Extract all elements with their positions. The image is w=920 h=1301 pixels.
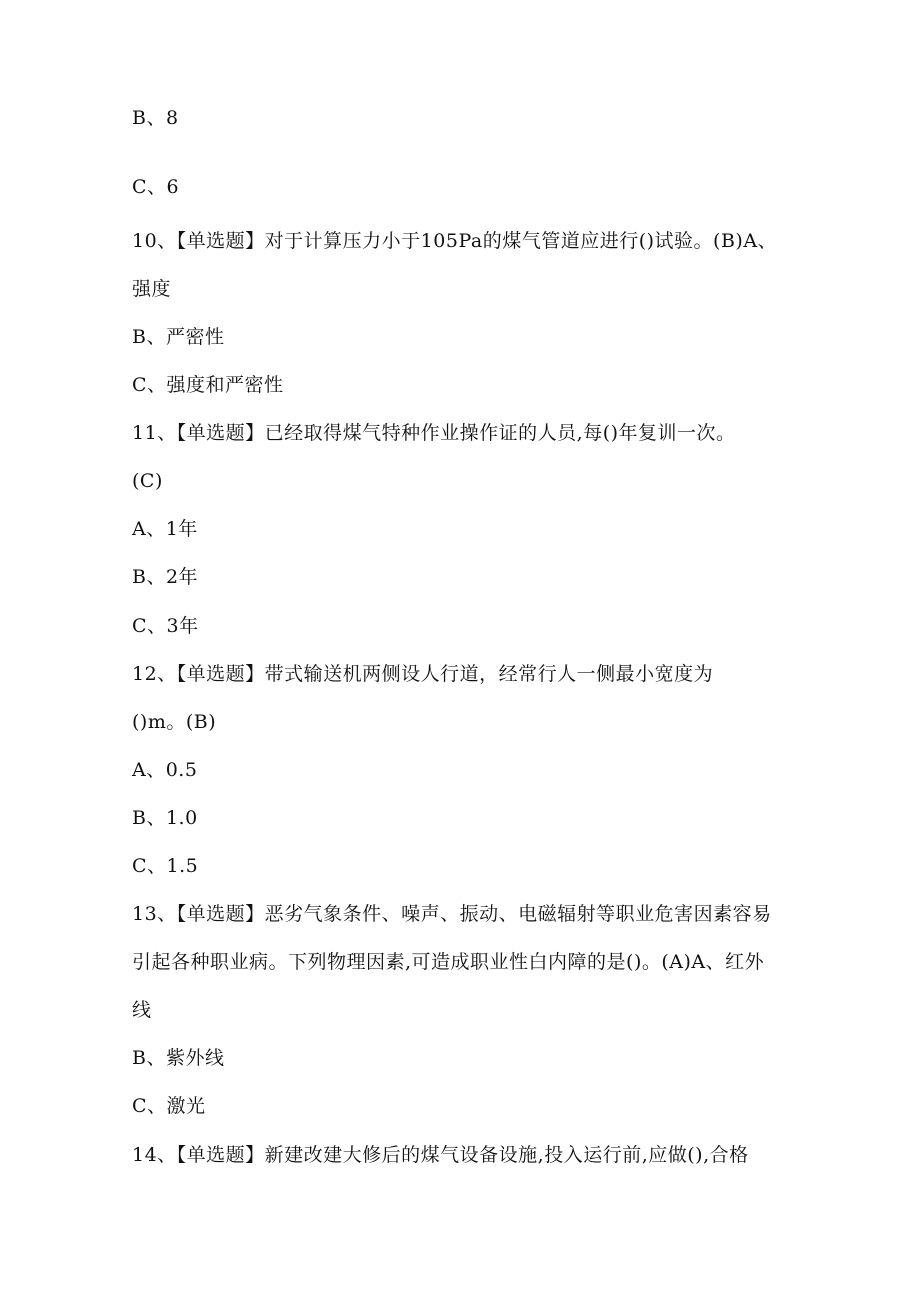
question-12: 12、【单选题】带式输送机两侧设人行道，经常行人一侧最小宽度为	[132, 663, 714, 685]
option-12b: B、1.0	[132, 807, 198, 829]
question-10: 10、【单选题】对于计算压力小于105Pa的煤气管道应进行()试验。(B)A、	[132, 230, 778, 252]
question-13: 13、【单选题】恶劣气象条件、噪声、振动、电磁辐射等职业危害因素容易	[132, 903, 772, 925]
option-11c: C、3年	[132, 615, 199, 637]
question-10-cont: 强度	[132, 278, 172, 300]
question-14: 14、【单选题】新建改建大修后的煤气设备设施,投入运行前,应做(),合格	[132, 1144, 749, 1166]
question-11: 11、【单选题】已经取得煤气特种作业操作证的人员,每()年复训一次。	[132, 422, 736, 444]
option-11b: B、2年	[132, 566, 199, 588]
option-13c: C、激光	[132, 1095, 206, 1117]
option-10c: C、强度和严密性	[132, 374, 284, 396]
question-13-cont-2: 线	[132, 999, 152, 1021]
question-11-answer: (C)	[132, 470, 163, 492]
question-12-cont: ()m。(B)	[132, 711, 217, 733]
option-13b: B、紫外线	[132, 1047, 225, 1069]
question-13-cont: 引起各种职业病。下列物理因素,可造成职业性白内障的是()。(A)A、红外	[132, 951, 765, 973]
option-9b: B、8	[132, 107, 179, 129]
option-12c: C、1.5	[132, 855, 199, 877]
option-9c: C、6	[132, 176, 180, 198]
option-11a: A、1年	[132, 518, 198, 540]
option-10b: B、严密性	[132, 326, 225, 348]
option-12a: A、0.5	[132, 759, 198, 781]
